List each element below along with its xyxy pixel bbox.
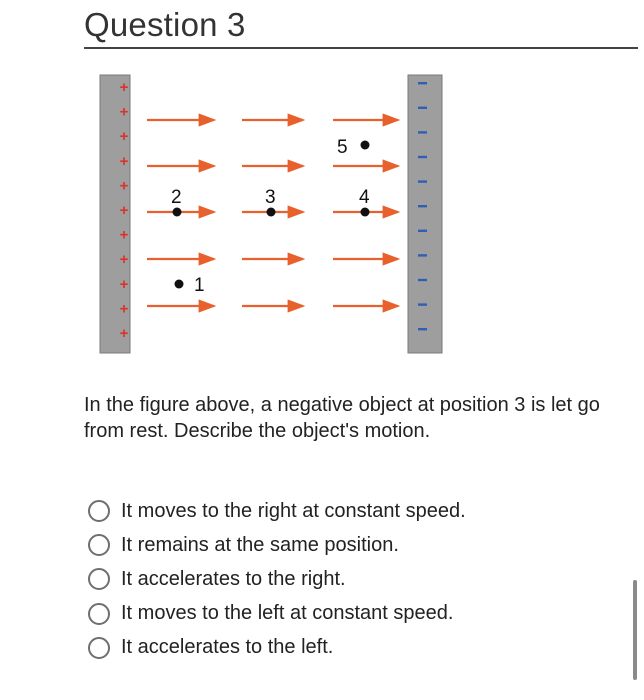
answer-option[interactable] — [88, 528, 608, 562]
position-5-label: 5 — [337, 137, 348, 158]
plus-sign: + — [119, 128, 129, 146]
minus-sign — [418, 131, 427, 133]
answer-option[interactable] — [88, 597, 608, 631]
answer-option-label: It accelerates to the left. — [121, 636, 334, 659]
positive-plate-signs — [120, 79, 129, 342]
plus-sign: + — [119, 325, 129, 342]
scrollbar[interactable] — [633, 580, 637, 680]
answer-option-label: It moves to the left at constant speed. — [121, 602, 454, 625]
radio-button[interactable] — [88, 637, 110, 659]
minus-sign — [418, 328, 427, 330]
radio-button[interactable] — [88, 603, 110, 625]
minus-sign — [418, 107, 427, 109]
plus-sign: + — [119, 202, 129, 219]
minus-sign — [418, 279, 427, 281]
answer-option-label: It accelerates to the right. — [121, 567, 346, 590]
answer-options — [88, 494, 608, 665]
radio-button[interactable] — [88, 568, 110, 590]
plus-sign: + — [119, 152, 129, 170]
position-1-dot — [175, 280, 184, 289]
minus-sign — [418, 254, 427, 256]
plus-sign: + — [119, 226, 129, 244]
plus-sign: + — [119, 275, 129, 293]
minus-sign — [418, 82, 427, 84]
position-4-dot — [361, 208, 370, 217]
position-4-label: 4 — [359, 187, 370, 208]
position-3-label: 3 — [265, 187, 276, 208]
radio-button[interactable] — [88, 534, 110, 556]
position-5-dot — [361, 141, 370, 150]
question-prompt: In the figure above, a negative object at position 3 is let go from rest. Describe the object's motion. — [84, 394, 600, 442]
position-2-dot — [173, 208, 182, 217]
answer-option-label: It remains at the same position. — [121, 533, 399, 556]
negative-plate — [408, 75, 442, 353]
answer-option[interactable] — [88, 494, 608, 528]
answer-option-label: It moves to the right at constant speed. — [121, 499, 466, 522]
plus-sign: + — [119, 300, 129, 318]
minus-sign — [418, 230, 427, 232]
plus-sign: + — [119, 103, 129, 121]
plus-sign: + — [119, 251, 129, 269]
minus-sign — [418, 303, 427, 305]
radio-button[interactable] — [88, 500, 110, 522]
answer-option[interactable] — [88, 562, 608, 596]
position-2-label: 2 — [171, 187, 182, 208]
minus-sign — [418, 156, 427, 158]
position-1-label: 1 — [194, 275, 205, 296]
minus-sign — [418, 180, 427, 182]
position-3-dot — [267, 208, 276, 217]
minus-sign — [418, 205, 427, 207]
plus-sign: + — [119, 79, 129, 96]
question-title: Question 3 — [84, 6, 246, 43]
answer-option[interactable] — [88, 631, 608, 665]
plus-sign: + — [119, 177, 129, 195]
